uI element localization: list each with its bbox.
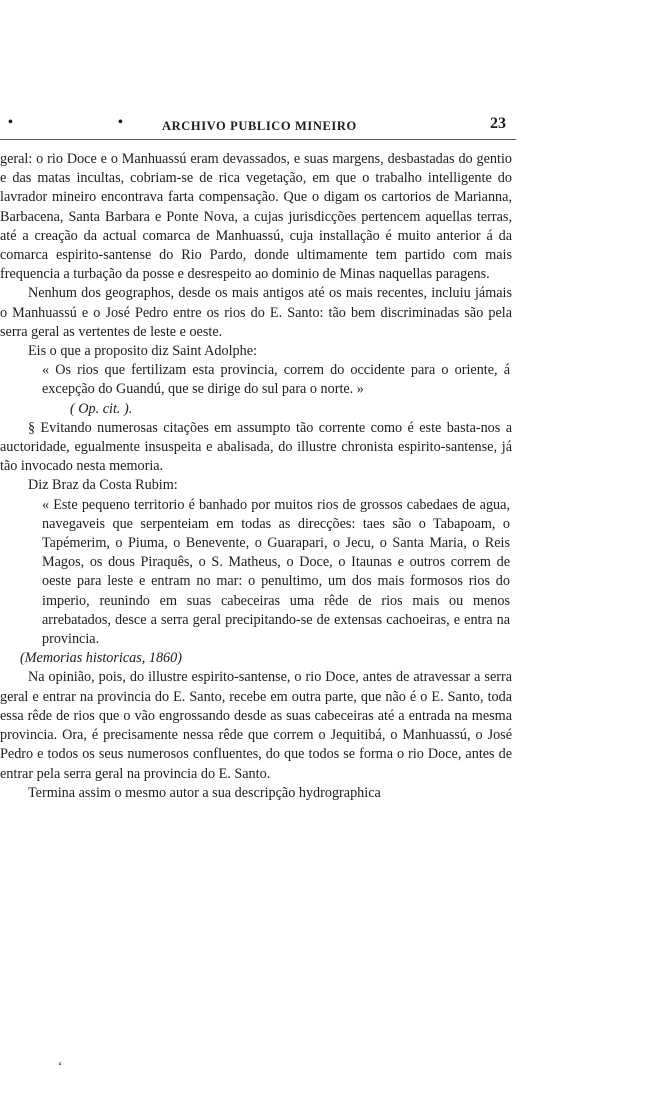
quote-citation-op-cit: ( Op. cit. ). xyxy=(70,400,133,417)
quote-rubim: « Este pequeno territorio é banhado por muitos rios de grossos cabedaes de agua, navegaveis que serpenteiam em todas as direcções: taes são o Tabapoam, o Tapémerim, o Piuma, o Benevente, o Guarapari, o Jecu, o Santa Maria, o Reis Magos, os dous Piraquês, o S. Matheus, o Doce, o Itaunas e outros correm de oeste para leste e entram no mar: o penultimo, um dos mais formosos rios do imperio, reunindo em suas cabeceiras uma rêde de rios mais ou menos arrebatados, desce a serra geral precipitando-se de extensas cachoeiras, e entra na provincia. xyxy=(42,496,510,648)
paragraph-termina: Termina assim o mesmo autor a sua descripção hydrographica xyxy=(28,784,381,801)
page-number: 23 xyxy=(490,115,506,132)
footer-mark: ‘ xyxy=(58,1058,63,1073)
page-body xyxy=(0,150,512,803)
paragraph-opiniao: Na opinião, pois, do illustre espirito-santense, o rio Doce, antes de atravessar a serra geral e entrar na provincia do E. Santo, recebe em outra parte, que não é o E. Santo, toda essa rêde de rios que o vão engrossando desde as suas cabeceiras até a entrada na mesma provincia. Ora, é precisamente nessa rêde que correm o Jequitibá, o Manhuassú, o José Pedro e todos os seus numerosos confluentes, do que todos se forma o rio Doce, antes de entrar pela serra geral na provincia do E. Santo. xyxy=(0,669,512,782)
paragraph-rubim-intro: Diz Braz da Costa Rubim: xyxy=(28,477,178,494)
quote-citation-memorias: (Memorias historicas, 1860) xyxy=(20,650,182,667)
running-title: ARCHIVO PUBLICO MINEIRO xyxy=(162,119,357,133)
running-header xyxy=(0,115,664,137)
quote-saint-adolphe: « Os rios que fertilizam esta provincia, correm do occidente para o oriente, á excepção do Guandú, que se dirige do sul para o norte. » xyxy=(42,362,510,398)
header-bullet-left: • xyxy=(8,115,13,130)
header-rule xyxy=(0,139,516,140)
paragraph-section-8: § Evitando numerosas citações em assumpto tão corrente como é este basta-nos a auctoridade, egualmente insuspeita e abalisada, do illustre chronista espirito-santense, já tão invocado nesta memoria. xyxy=(0,419,512,475)
paragraph-continued: geral: o rio Doce e o Manhuassú eram devassados, e suas margens, desbastadas do gentio e das matas incultas, cobriam-se de rica vegetação, em que o trabalho intelligente do lavrador mineiro encontrava farta compensação. Que o digam os cartorios de Marianna, Barbacena, Santa Barbara e Ponte Nova, a cujas jurisdicções pertencem aquellas terras, até a creação da actual comarca de Manhuassú, cuja installação é muito anterior á da comarca espirito-santense do Rio Pardo, donde ultimamente tem partido com mais frequencia a turbação da posse e desrespeito ao dominio de Minas naquellas paragens. xyxy=(0,151,512,283)
paragraph-saint-adolphe-intro: Eis o que a proposito diz Saint Adolphe: xyxy=(28,343,257,360)
header-bullet-mid: • xyxy=(118,115,123,130)
paragraph-geographos: Nenhum dos geographos, desde os mais antigos até os mais recentes, incluiu jámais o Manhuassú e o José Pedro entre os rios do E. Santo: tão bem discriminadas são pela serra geral as vertentes de leste e oeste. xyxy=(0,285,512,340)
